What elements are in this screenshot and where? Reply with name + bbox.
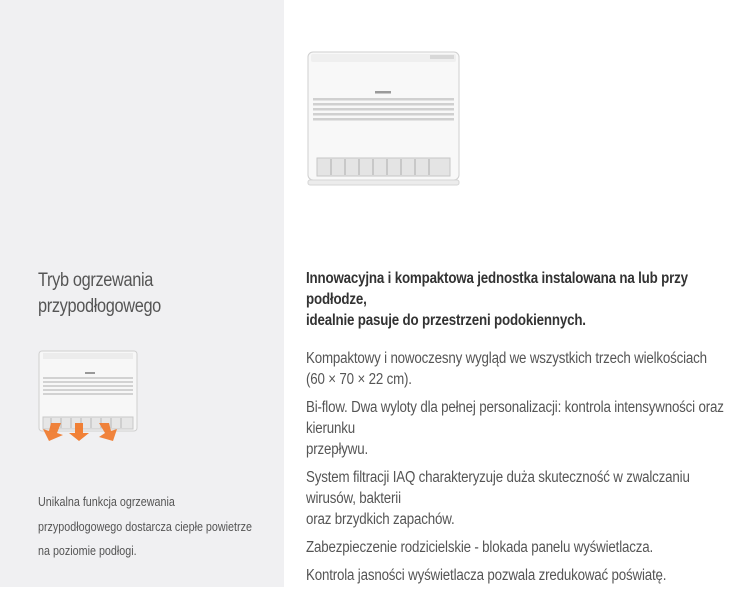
floor-heating-unit-image bbox=[37, 349, 141, 441]
heating-mode-title-line2: przypodłogowego bbox=[38, 296, 161, 317]
left-panel bbox=[0, 0, 284, 587]
feature-item-line2: oraz brzydkich zapachów. bbox=[306, 511, 455, 528]
product-intro bbox=[306, 268, 736, 331]
heating-mode-title bbox=[38, 268, 244, 320]
heating-mode-title-line1: Tryb ogrzewania bbox=[38, 270, 154, 291]
caption-line1: Unikalna funkcja ogrzewania bbox=[38, 495, 175, 509]
feature-item-line1: Kompaktowy i nowoczesny wygląd we wszystkich trzech wielkościach bbox=[306, 350, 707, 367]
warm-air-arrows bbox=[43, 423, 117, 441]
feature-item bbox=[306, 467, 740, 530]
console-unit-image bbox=[305, 50, 462, 186]
intro-line1: Innowacyjna i kompaktowa jednostka instalowana na lub przy podłodze, bbox=[306, 270, 688, 308]
caption-line2: przypodłogowego dostarcza ciepłe powietrze bbox=[38, 519, 252, 534]
feature-item bbox=[306, 348, 740, 390]
intro-line2: idealnie pasuje do przestrzeni podokiennych. bbox=[306, 312, 586, 329]
floor-heating-caption bbox=[38, 490, 253, 564]
feature-item-line1: Bi-flow. Dwa wyloty dla pełnej personalizacji: kontrola intensywności oraz kierunku bbox=[306, 399, 724, 437]
feature-item bbox=[306, 397, 740, 460]
feature-item bbox=[306, 537, 740, 558]
feature-item-line2: przepływu. bbox=[306, 441, 369, 458]
feature-list bbox=[306, 348, 740, 593]
feature-item-line1: System filtracji IAQ charakteryzuje duża skuteczność w zwalczaniu wirusów, bakterii bbox=[306, 469, 690, 507]
caption-line3: na poziomie podłogi. bbox=[38, 544, 137, 558]
feature-item-line2: (60 × 70 × 22 cm). bbox=[306, 371, 412, 388]
feature-item-line1: Kontrola jasności wyświetlacza pozwala zredukować poświatę. bbox=[306, 567, 667, 584]
feature-item-line1: Zabezpieczenie rodzicielskie - blokada panelu wyświetlacza. bbox=[306, 539, 653, 556]
feature-item bbox=[306, 565, 740, 586]
